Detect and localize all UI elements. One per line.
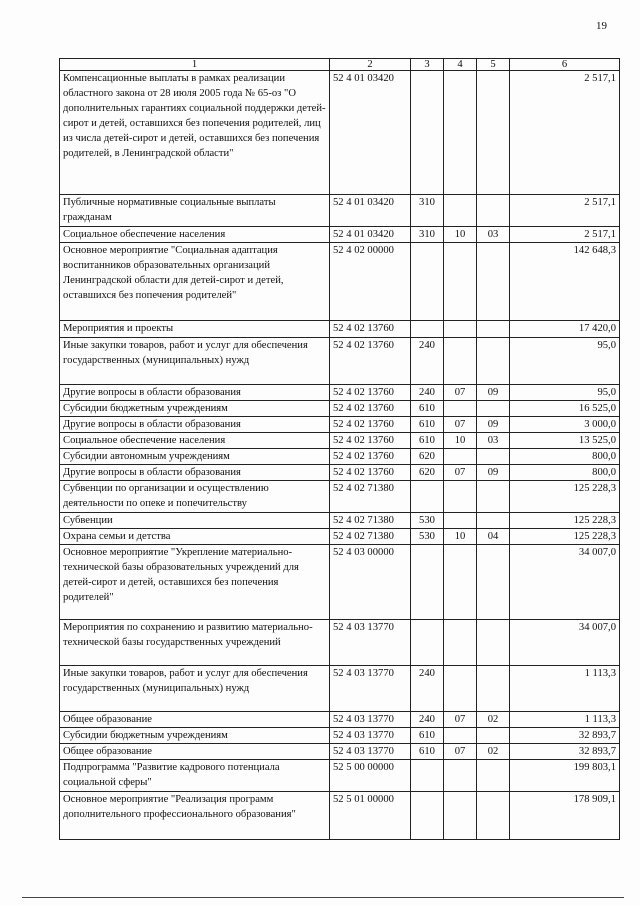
row-section [444,666,477,712]
row-amount: 32 893,7 [510,728,620,744]
row-section [444,481,477,513]
row-amount: 2 517,1 [510,71,620,195]
table-row [60,481,620,513]
header-col-1: 1 [60,59,330,71]
row-expense-type: 240 [411,712,444,728]
row-amount: 32 893,7 [510,744,620,760]
row-subsection [477,321,510,338]
row-subsection: 02 [477,712,510,728]
row-section [444,449,477,465]
row-expense-type [411,321,444,338]
row-target-code: 52 4 02 13760 [330,465,411,481]
row-subsection [477,792,510,840]
row-name: Другие вопросы в области образования [60,465,330,481]
row-subsection [477,545,510,620]
row-subsection: 04 [477,529,510,545]
row-expense-type: 620 [411,465,444,481]
table-row [60,321,620,338]
budget-table [59,58,620,840]
row-target-code: 52 4 01 03420 [330,195,411,227]
row-amount: 95,0 [510,338,620,385]
row-expense-type: 240 [411,385,444,401]
row-name: Другие вопросы в области образования [60,385,330,401]
row-expense-type [411,760,444,792]
row-subsection: 03 [477,433,510,449]
row-name: Охрана семьи и детства [60,529,330,545]
row-target-code: 52 4 02 13760 [330,321,411,338]
row-amount: 125 228,3 [510,513,620,529]
table-row [60,433,620,449]
row-target-code: 52 4 03 13770 [330,712,411,728]
table-row [60,401,620,417]
row-name: Субвенции [60,513,330,529]
row-amount: 2 517,1 [510,227,620,243]
row-amount: 13 525,0 [510,433,620,449]
row-name: Социальное обеспечение населения [60,227,330,243]
table-row [60,227,620,243]
row-section [444,195,477,227]
row-name: Субвенции по организации и осуществлению деятельности по опеке и попечительству [60,481,330,513]
row-target-code: 52 4 03 13770 [330,728,411,744]
row-subsection [477,243,510,321]
table-row [60,529,620,545]
table-row [60,712,620,728]
row-section [444,760,477,792]
row-section [444,728,477,744]
row-expense-type [411,620,444,666]
row-section: 10 [444,227,477,243]
header-col-6: 6 [510,59,620,71]
row-name: Другие вопросы в области образования [60,417,330,433]
row-target-code: 52 4 03 13770 [330,666,411,712]
row-name: Мероприятия по сохранению и развитию материально-технической базы государственных учреждений [60,620,330,666]
row-subsection [477,760,510,792]
row-expense-type: 610 [411,401,444,417]
page-number: 19 [596,20,607,32]
row-subsection [477,449,510,465]
row-section [444,545,477,620]
row-target-code: 52 4 02 13760 [330,449,411,465]
row-expense-type: 530 [411,513,444,529]
row-target-code: 52 4 02 13760 [330,385,411,401]
row-target-code: 52 4 03 13770 [330,620,411,666]
row-subsection [477,338,510,385]
table-row [60,744,620,760]
table-row [60,71,620,195]
row-subsection [477,401,510,417]
row-target-code: 52 4 03 00000 [330,545,411,620]
row-expense-type: 610 [411,744,444,760]
row-amount: 17 420,0 [510,321,620,338]
row-name: Общее образование [60,712,330,728]
row-expense-type [411,71,444,195]
row-name: Основное мероприятие "Укрепление материально-технической базы образовательных учреждений для детей-сирот и детей, оставшихся без попечения родителей" [60,545,330,620]
row-name: Субсидии бюджетным учреждениям [60,728,330,744]
row-target-code: 52 5 01 00000 [330,792,411,840]
table-row [60,513,620,529]
table-header-row [60,59,620,71]
row-expense-type: 610 [411,728,444,744]
row-section: 07 [444,744,477,760]
row-subsection: 09 [477,417,510,433]
row-expense-type [411,545,444,620]
row-expense-type: 310 [411,195,444,227]
row-target-code: 52 4 02 13760 [330,433,411,449]
table-row [60,449,620,465]
row-subsection [477,71,510,195]
row-section [444,620,477,666]
row-expense-type [411,481,444,513]
row-target-code: 52 4 02 00000 [330,243,411,321]
row-section [444,71,477,195]
table-row [60,760,620,792]
row-subsection [477,195,510,227]
table-row [60,338,620,385]
row-target-code: 52 4 01 03420 [330,71,411,195]
table-row [60,728,620,744]
table-row [60,385,620,401]
row-section [444,338,477,385]
row-amount: 1 113,3 [510,712,620,728]
row-amount: 142 648,3 [510,243,620,321]
row-subsection: 02 [477,744,510,760]
row-target-code: 52 4 01 03420 [330,227,411,243]
row-expense-type: 240 [411,338,444,385]
row-amount: 125 228,3 [510,481,620,513]
row-expense-type: 610 [411,417,444,433]
row-subsection: 09 [477,385,510,401]
row-amount: 800,0 [510,449,620,465]
row-amount: 34 007,0 [510,545,620,620]
row-name: Основное мероприятие "Реализация программ дополнительного профессионального образования" [60,792,330,840]
row-expense-type: 240 [411,666,444,712]
row-name: Иные закупки товаров, работ и услуг для обеспечения государственных (муниципальных) нужд [60,338,330,385]
row-section [444,243,477,321]
row-section: 07 [444,712,477,728]
table-row [60,666,620,712]
row-name: Субсидии бюджетным учреждениям [60,401,330,417]
row-amount: 125 228,3 [510,529,620,545]
row-name: Основное мероприятие "Социальная адаптация воспитанников образовательных организаций Ленинградской области для детей-сирот и детей, оставшихся без попечения родителей" [60,243,330,321]
row-target-code: 52 4 03 13770 [330,744,411,760]
row-expense-type: 610 [411,433,444,449]
row-section: 07 [444,385,477,401]
row-amount: 16 525,0 [510,401,620,417]
table-row [60,195,620,227]
row-target-code: 52 5 00 00000 [330,760,411,792]
row-expense-type: 310 [411,227,444,243]
row-expense-type: 530 [411,529,444,545]
table-row [60,620,620,666]
row-name: Компенсационные выплаты в рамках реализации областного закона от 28 июля 2005 года № 65-оз "О дополнительных гарантиях социальной поддержки детей-сирот и детей, оставшихся без попечения родителей, лиц из числа детей-сирот и детей, оставшихся без попечения родителей, в Ленинградской области" [60,71,330,195]
table-row [60,243,620,321]
row-section [444,401,477,417]
table-row [60,545,620,620]
row-name: Субсидии автономным учреждениям [60,449,330,465]
row-name: Иные закупки товаров, работ и услуг для обеспечения государственных (муниципальных) нужд [60,666,330,712]
row-section: 10 [444,433,477,449]
row-section: 10 [444,529,477,545]
row-name: Общее образование [60,744,330,760]
row-target-code: 52 4 02 71380 [330,513,411,529]
row-subsection: 03 [477,227,510,243]
row-subsection [477,666,510,712]
table-row [60,465,620,481]
row-target-code: 52 4 02 13760 [330,417,411,433]
row-target-code: 52 4 02 13760 [330,401,411,417]
row-amount: 1 113,3 [510,666,620,712]
row-expense-type: 620 [411,449,444,465]
table-row [60,417,620,433]
row-name: Публичные нормативные социальные выплаты гражданам [60,195,330,227]
row-name: Социальное обеспечение населения [60,433,330,449]
row-name: Мероприятия и проекты [60,321,330,338]
header-col-4: 4 [444,59,477,71]
row-amount: 800,0 [510,465,620,481]
row-subsection [477,481,510,513]
row-subsection: 09 [477,465,510,481]
header-col-5: 5 [477,59,510,71]
header-col-2: 2 [330,59,411,71]
row-target-code: 52 4 02 13760 [330,338,411,385]
table-row [60,792,620,840]
row-subsection [477,620,510,666]
row-name: Подпрограмма "Развитие кадрового потенциала социальной сферы" [60,760,330,792]
row-section [444,321,477,338]
row-subsection [477,728,510,744]
row-amount: 3 000,0 [510,417,620,433]
row-expense-type [411,243,444,321]
row-target-code: 52 4 02 71380 [330,529,411,545]
row-amount: 2 517,1 [510,195,620,227]
row-subsection [477,513,510,529]
row-amount: 34 007,0 [510,620,620,666]
row-target-code: 52 4 02 71380 [330,481,411,513]
row-amount: 199 803,1 [510,760,620,792]
row-section [444,513,477,529]
row-amount: 178 909,1 [510,792,620,840]
row-expense-type [411,792,444,840]
header-col-3: 3 [411,59,444,71]
row-amount: 95,0 [510,385,620,401]
page-bottom-rule [22,897,624,898]
row-section: 07 [444,465,477,481]
row-section [444,792,477,840]
row-section: 07 [444,417,477,433]
